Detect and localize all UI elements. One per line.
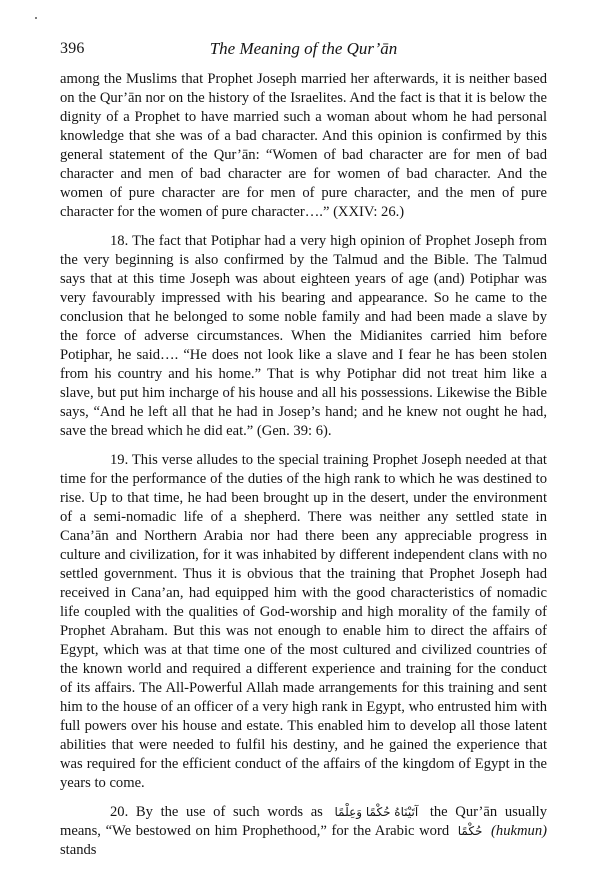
paragraph-note-18: 18. The fact that Potiphar had a very high opinion of Prophet Joseph from the very beginning is also confirmed by the Talmud and the Bible. The Talmud says that at this time Joseph was about eighteen years of age (and) Potiphar was very favourably impressed with his bearing and appearance. So he came to the conclusion that he belonged to some noble family and had been made a slave by the force of adverse circumstances. When the Midianites carried him before Potiphar, he said…. “He does not look like a slave and I fear he has been stolen from his country and his home.” That is why Potiphar did not treat him like a slave, but put him incharge of his house and all his possessions. Likewise the Bible says, “And he left all that he had in Josep’s hand; and he knew not ought he had, save the bread which he did eat.” (Gen. 39: 6).	[60, 233, 547, 439]
note-20-text-part2: the Qur’ān usually means, “We bestowed on him Prophethood,” for the Arabic word	[60, 804, 547, 839]
body-text	[60, 70, 547, 860]
note-20-text-part3: stands	[60, 842, 97, 858]
paragraph-note-20	[60, 803, 547, 860]
page-header	[60, 39, 547, 59]
arabic-word: حُكْمًا	[457, 824, 483, 838]
page-number: 396	[60, 40, 85, 57]
running-title: The Meaning of the Qur’ān	[209, 39, 398, 58]
paragraph-continuation: among the Muslims that Prophet Joseph married her afterwards, it is neither based on the Qur’ān nor on the history of the Israelites. And the fact is that it is below the dignity of a Prophet to have married such a woman about whom he had personal knowledge that she was of a bad character. And this opinion is confirmed by this general statement of the Qur’ān: “Women of bad character are for men of bad character and men of bad character are for women of bad character. And the women of pure character are for men of pure character, and the men of pure character for the women of pure character….” (XXIV: 26.)	[60, 71, 547, 220]
note-20-text-part1: 20. By the use of such words as	[110, 804, 323, 820]
arabic-phrase: آتَيْنَاهُ حُكْمًا وَعِلْمًا	[334, 805, 419, 819]
scan-speck	[35, 17, 37, 19]
transliteration: (hukmun)	[491, 823, 547, 839]
paragraph-note-19: 19. This verse alludes to the special training Prophet Joseph needed at that time for the performance of the duties of the high rank to which he was destined to rise. Up to that time, he had been brought up in the desert, under the environment of a semi-nomadic life of a shepherd. There was neither any settled state in Cana’ān and Northern Arabia nor had there been any appreciable progress in culture and civilization, for it was inhabited by different independent clans with no settled government. Thus it is obvious that the training that Prophet Joseph had received in Cana’an, had equipped him with the good characteristics of nomadic life coupled with the qualities of God-worship and high morality of the family of Prophet Abraham. But this was not enough to enable him to direct the affairs of Egypt, which was at that time one of the most cultured and civilized countries of the known world and required a different experience and training for the conduct of its affairs. The All-Powerful Allah made arrangements for this training and sent him to the house of an officer of a very high rank in Egypt, who entrusted him with full powers over his house and estate. This enabled him to develop all those latent abilities that were needed to fulfil his destiny, and he gained the experience that was required for the efficient conduct of the affairs of the kingdom of Egypt in the years to come.	[60, 452, 547, 791]
